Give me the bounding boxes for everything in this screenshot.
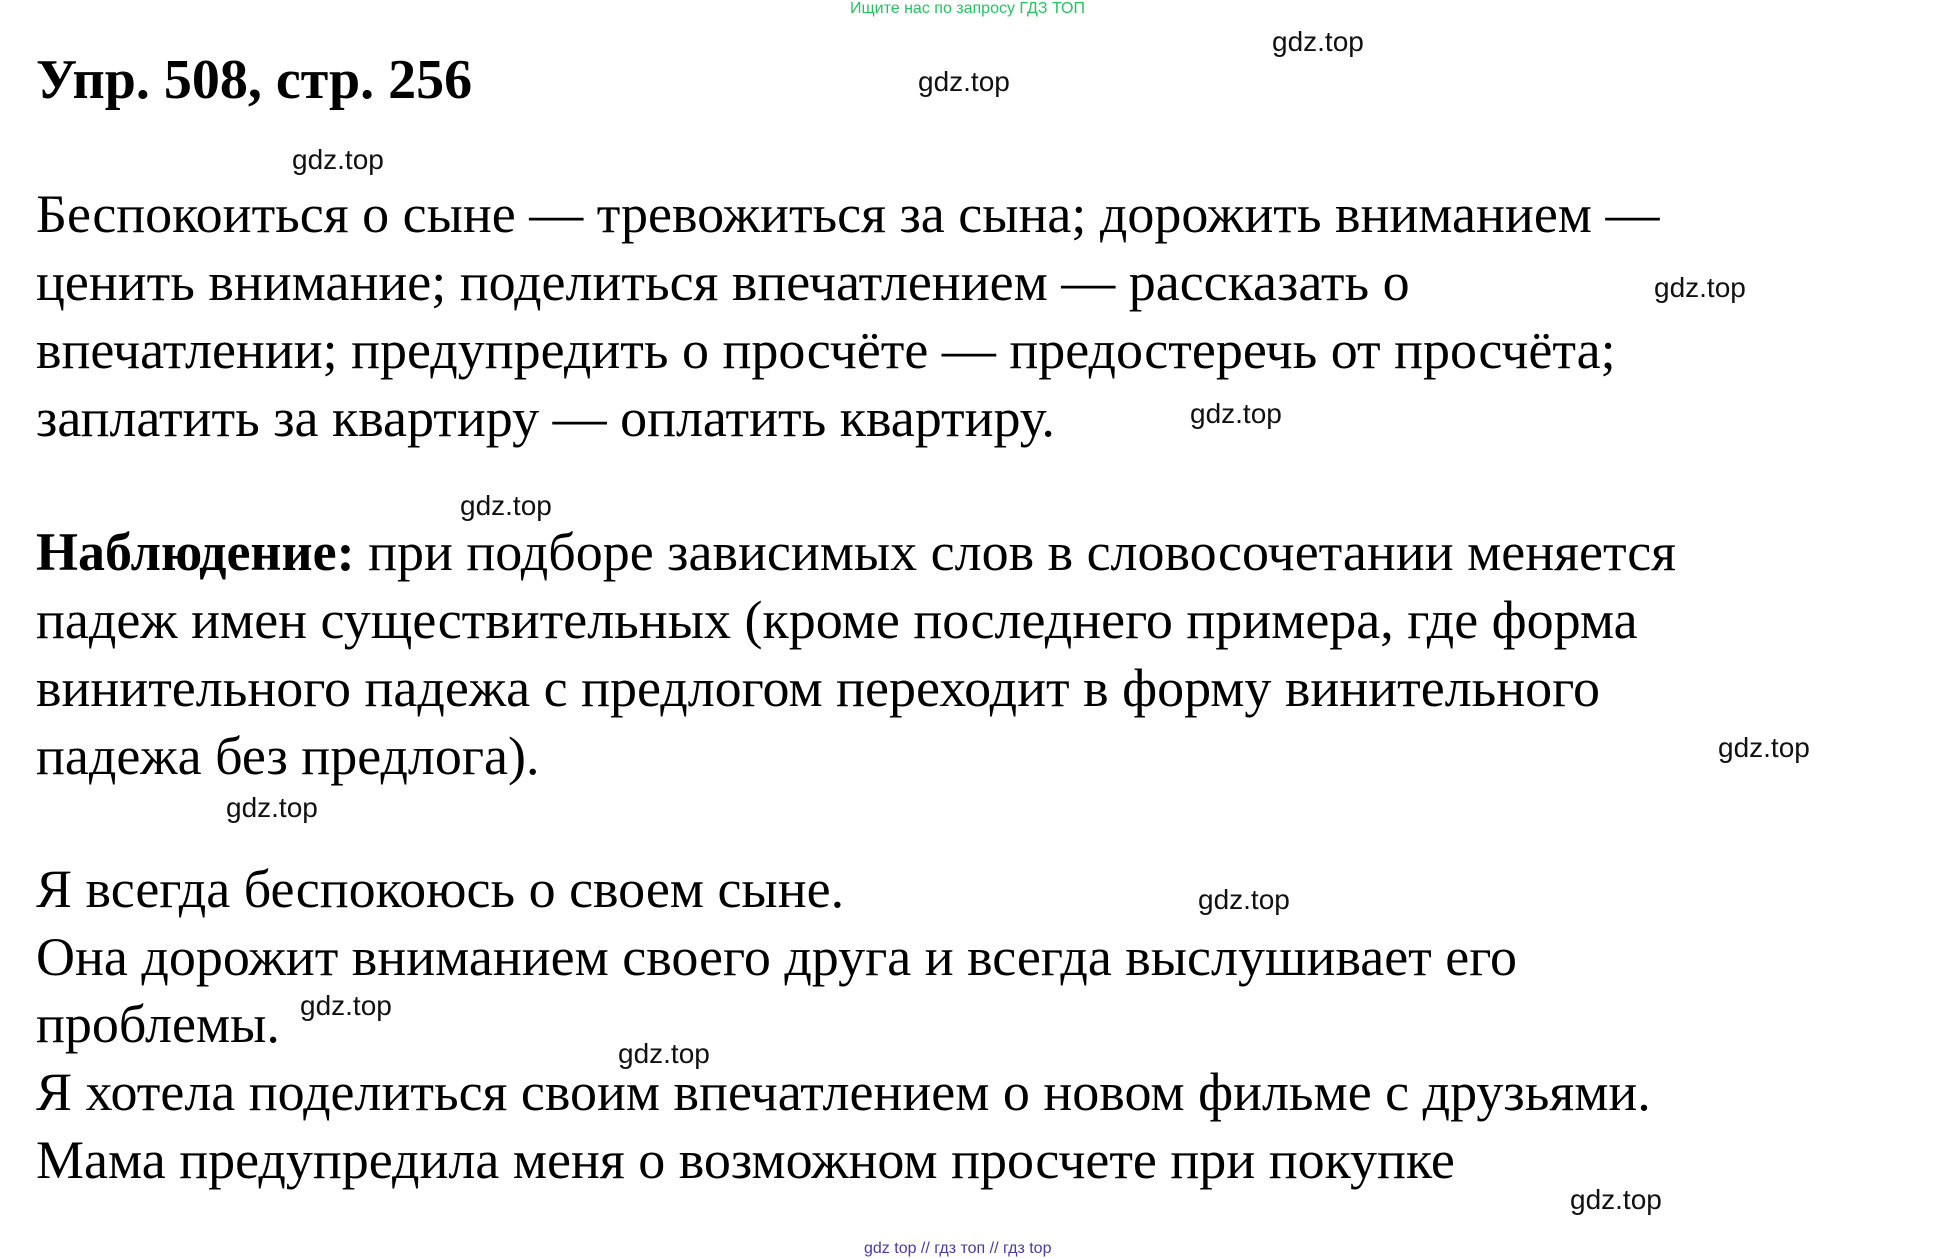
- example-line-5: Мама предупредила меня о возможном просчете при покупке: [36, 1130, 1455, 1190]
- watermark: gdz.top: [1190, 398, 1282, 429]
- example-line-1: Я всегда беспокоюсь о своем сыне.: [36, 859, 845, 919]
- example-line-2: Она дорожит вниманием своего друга и всегда выслушивает его: [36, 927, 1518, 987]
- watermark: gdz.top: [1198, 884, 1290, 915]
- top-search-hint: Ищите нас по запросу ГДЗ ТОП: [850, 0, 1085, 17]
- observation-line-1-text: при подборе зависимых слов в словосочетании меняется: [354, 522, 1677, 582]
- watermark: gdz.top: [1654, 272, 1746, 303]
- paragraph1-line-3: впечатлении; предупредить о просчёте — предостеречь от просчёта;: [36, 320, 1616, 380]
- watermark: gdz.top: [1570, 1184, 1662, 1215]
- watermark: gdz.top: [460, 490, 552, 521]
- example-line-3: проблемы.: [36, 994, 280, 1054]
- paragraph1-line-4: заплатить за квартиру — оплатить квартиру.: [36, 388, 1055, 448]
- paragraph1-line-1: Беспокоиться о сыне — тревожиться за сына; дорожить вниманием —: [36, 184, 1660, 244]
- paragraph1-line-2: ценить внимание; поделиться впечатлением — рассказать о: [36, 252, 1410, 312]
- watermark: gdz.top: [918, 66, 1010, 97]
- page-title: Упр. 508, стр. 256: [36, 49, 473, 111]
- watermark: gdz.top: [1272, 26, 1364, 57]
- observation-line-3: винительного падежа с предлогом переходит в форму винительного: [36, 658, 1600, 718]
- footer-tags: gdz top // гдз топ // гдз top: [864, 1240, 1052, 1257]
- watermark: gdz.top: [618, 1038, 710, 1069]
- watermark: gdz.top: [300, 990, 392, 1021]
- observation-label: Наблюдение:: [36, 522, 355, 582]
- example-line-4: Я хотела поделиться своим впечатлением о новом фильме с друзьями.: [36, 1062, 1651, 1122]
- observation-line-2: падеж имен существительных (кроме последнего примера, где форма: [36, 590, 1638, 650]
- watermark: gdz.top: [292, 144, 384, 175]
- observation-line-1: [36, 518, 1676, 586]
- observation-line-4: падежа без предлога).: [36, 726, 540, 786]
- watermark: gdz.top: [1718, 732, 1810, 763]
- watermark: gdz.top: [226, 792, 318, 823]
